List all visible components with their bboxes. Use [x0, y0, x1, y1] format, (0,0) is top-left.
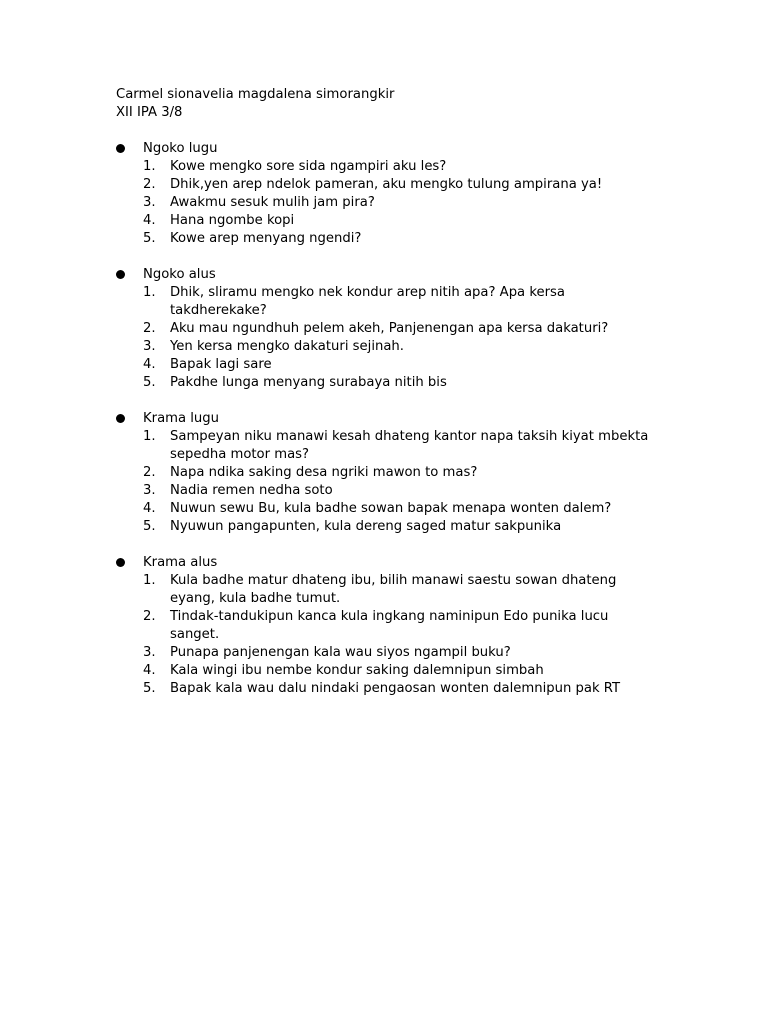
- numbered-list: [116, 284, 676, 392]
- list-item: [116, 644, 650, 662]
- list-item: [116, 338, 650, 356]
- item-number: 2.: [143, 609, 156, 624]
- list-item: [116, 680, 650, 698]
- item-text: Hana ngombe kopi: [170, 213, 295, 228]
- item-number: 1.: [143, 159, 156, 174]
- item-text: Aku mau ngundhuh pelem akeh, Panjenengan apa kersa dakaturi?: [170, 321, 609, 336]
- section-title: [116, 410, 676, 428]
- item-number: 3.: [143, 645, 156, 660]
- list-item: [116, 212, 650, 230]
- section-title: [116, 140, 676, 158]
- item-number: 2.: [143, 321, 156, 336]
- item-text: Nuwun sewu Bu, kula badhe sowan bapak menapa wonten dalem?: [170, 501, 612, 516]
- item-text: Kowe arep menyang ngendi?: [170, 231, 362, 246]
- item-number: 2.: [143, 177, 156, 192]
- list-item: [116, 500, 650, 518]
- item-text: Dhik, sliramu mengko nek kondur arep nitih apa? Apa kersa takdherekake?: [170, 285, 565, 318]
- section-krama-alus: [116, 554, 676, 698]
- item-text: Sampeyan niku manawi kesah dhateng kantor napa taksih kiyat mbekta sepedha motor mas?: [170, 429, 649, 462]
- item-text: Awakmu sesuk mulih jam pira?: [170, 195, 375, 210]
- list-item: [116, 176, 650, 194]
- list-item: [116, 428, 650, 464]
- item-text: Bapak kala wau dalu nindaki pengaosan wonten dalemnipun pak RT: [170, 681, 621, 696]
- list-item: [116, 482, 650, 500]
- item-number: 2.: [143, 465, 156, 480]
- item-text: Dhik,yen arep ndelok pameran, aku mengko tulung ampirana ya!: [170, 177, 603, 192]
- item-text: Tindak-tandukipun kanca kula ingkang naminipun Edo punika lucu sanget.: [170, 609, 609, 642]
- item-number: 4.: [143, 663, 156, 678]
- section-title: [116, 266, 676, 284]
- item-number: 5.: [143, 375, 156, 390]
- document-content: [116, 86, 676, 698]
- list-item: [116, 572, 650, 608]
- item-number: 3.: [143, 483, 156, 498]
- item-text: Punapa panjenengan kala wau siyos ngampil buku?: [170, 645, 511, 660]
- section-title-text: Ngoko alus: [143, 267, 216, 282]
- list-item: [116, 284, 650, 320]
- item-text: Nadia remen nedha soto: [170, 483, 333, 498]
- numbered-list: [116, 572, 676, 698]
- section-title-text: Krama lugu: [143, 411, 220, 426]
- item-number: 5.: [143, 231, 156, 246]
- item-text: Kala wingi ibu nembe kondur saking dalemnipun simbah: [170, 663, 544, 678]
- item-number: 1.: [143, 573, 156, 588]
- bullet-icon: [116, 558, 125, 567]
- item-number: 4.: [143, 501, 156, 516]
- bullet-icon: [116, 414, 125, 423]
- item-number: 5.: [143, 519, 156, 534]
- section-krama-lugu: [116, 410, 676, 536]
- list-item: [116, 608, 650, 644]
- item-text: Nyuwun pangapunten, kula dereng saged matur sakpunika: [170, 519, 562, 534]
- section-title-text: Ngoko lugu: [143, 141, 218, 156]
- item-number: 1.: [143, 285, 156, 300]
- student-name: Carmel sionavelia magdalena simorangkir: [116, 87, 395, 102]
- item-text: Kula badhe matur dhateng ibu, bilih manawi saestu sowan dhateng eyang, kula badhe tumut.: [170, 573, 617, 606]
- numbered-list: [116, 428, 676, 536]
- item-number: 3.: [143, 339, 156, 354]
- item-number: 3.: [143, 195, 156, 210]
- item-text: Bapak lagi sare: [170, 357, 272, 372]
- item-number: 4.: [143, 213, 156, 228]
- bullet-icon: [116, 144, 125, 153]
- item-text: Yen kersa mengko dakaturi sejinah.: [170, 339, 404, 354]
- numbered-list: [116, 158, 676, 248]
- item-text: Pakdhe lunga menyang surabaya nitih bis: [170, 375, 447, 390]
- list-item: [116, 356, 650, 374]
- section-title: [116, 554, 676, 572]
- list-item: [116, 662, 650, 680]
- list-item: [116, 518, 650, 536]
- item-text: Kowe mengko sore sida ngampiri aku les?: [170, 159, 447, 174]
- bullet-icon: [116, 270, 125, 279]
- item-number: 4.: [143, 357, 156, 372]
- list-item: [116, 194, 650, 212]
- item-number: 5.: [143, 681, 156, 696]
- section-ngoko-lugu: [116, 140, 676, 248]
- item-text: Napa ndika saking desa ngriki mawon to mas?: [170, 465, 478, 480]
- section-title-text: Krama alus: [143, 555, 218, 570]
- list-item: [116, 320, 650, 338]
- list-item: [116, 464, 650, 482]
- list-item: [116, 230, 650, 248]
- section-ngoko-alus: [116, 266, 676, 392]
- item-number: 1.: [143, 429, 156, 444]
- list-item: [116, 374, 650, 392]
- list-item: [116, 158, 650, 176]
- student-class: XII IPA 3/8: [116, 105, 183, 120]
